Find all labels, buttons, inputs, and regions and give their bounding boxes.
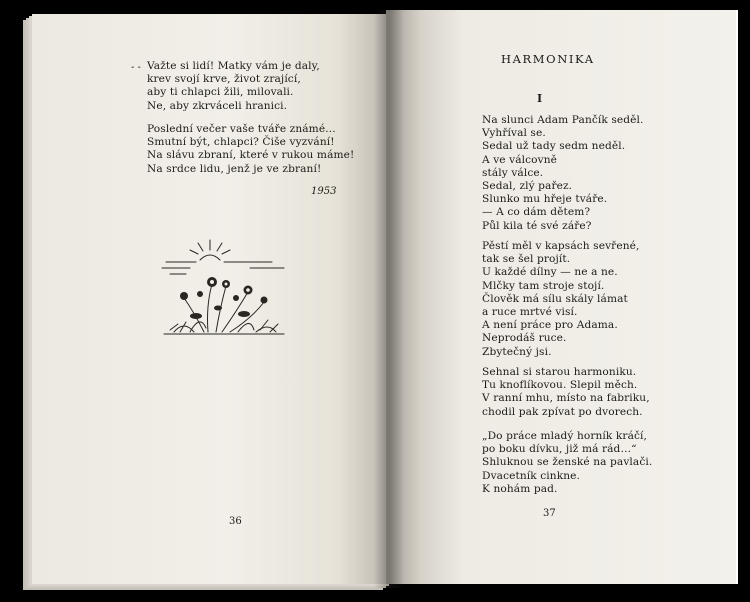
verse-line: „Do práce mladý horník kráčí, [482, 430, 647, 442]
right-poem-stanza-2 [482, 240, 639, 359]
flower-illustration [160, 236, 288, 338]
verse-line: Sedal, zlý pařez. [482, 179, 573, 192]
verse-line: — A co dám dětem? [482, 206, 591, 219]
verse-line: po boku dívku, již má rád…“ [482, 443, 637, 456]
verse-line: tak se šel projít. [482, 253, 571, 266]
verse-line: Slunko mu hřeje tváře. [482, 193, 608, 206]
verse-line: Půl kila té své záře? [482, 219, 592, 232]
verse-line: Pěstí měl v kapsách sevřené, [482, 240, 640, 252]
right-poem-stanza-1 [482, 114, 643, 233]
verse-line: Dvacetník cinkne. [482, 469, 580, 482]
verse-line: Člověk má sílu skály lámat [482, 292, 628, 305]
verse-line: Poslední večer vaše tváře známé… [147, 123, 336, 135]
book-gutter [374, 10, 404, 588]
verse-line: Neprodáš ruce. [482, 332, 567, 345]
left-poem-stanza-2 [147, 123, 354, 176]
verse-line: Sedal už tady sedm neděl. [482, 140, 626, 153]
verse-line: krev svojí krve, život zrající, [147, 73, 301, 86]
verse-line: Tu knoflíkovou. Slepil měch. [482, 379, 638, 392]
verse-line: Na slunci Adam Pančík seděl. [482, 114, 644, 126]
verse-line: K nohám pad. [482, 482, 558, 495]
verse-line: Sehnal si starou harmoniku. [482, 366, 637, 378]
verse-line: Zbytečný jsi. [482, 345, 552, 358]
verse-line: Na srdce lidu, jenž je ve zbraní! [147, 162, 322, 175]
verse-line: A není práce pro Adama. [482, 319, 618, 332]
verse-line: A ve válcovně [482, 153, 558, 166]
poem-year: 1953 [311, 186, 337, 197]
right-poem-stanza-3 [482, 366, 650, 419]
verse-line: Na slávu zbraní, které v rukou máme! [147, 149, 355, 162]
section-number: I [537, 92, 543, 105]
verse-line: Ne, aby zkrváceli hranici. [147, 99, 288, 112]
verse-line: Mlčky tam stroje stojí. [482, 279, 605, 292]
verse-line: a ruce mrtvé visí. [482, 305, 578, 318]
verse-line: aby ti chlapci žili, milovali. [147, 86, 294, 99]
verse-line: Vyhříval se. [482, 127, 546, 140]
margin-mark: - - [131, 62, 141, 73]
page-number-right: 37 [543, 508, 556, 519]
verse-line: chodil pak zpívat po dvorech. [482, 405, 643, 418]
right-poem-stanza-4 [482, 430, 652, 496]
page-number-left: 36 [229, 516, 242, 527]
left-poem-stanza-1 [147, 60, 320, 113]
poem-title: HARMONIKA [501, 52, 595, 66]
verse-line: Smutní být, chlapci? Čiše vyzvání! [147, 136, 335, 149]
verse-line: stály válce. [482, 166, 544, 179]
verse-line: V ranní mhu, místo na fabriku, [482, 392, 650, 405]
verse-line: Shluknou se ženské na pavlači. [482, 456, 653, 469]
verse-line: U každé dílny — ne a ne. [482, 266, 618, 279]
verse-line: Važte si lidí! Matky vám je daly, [147, 60, 320, 72]
